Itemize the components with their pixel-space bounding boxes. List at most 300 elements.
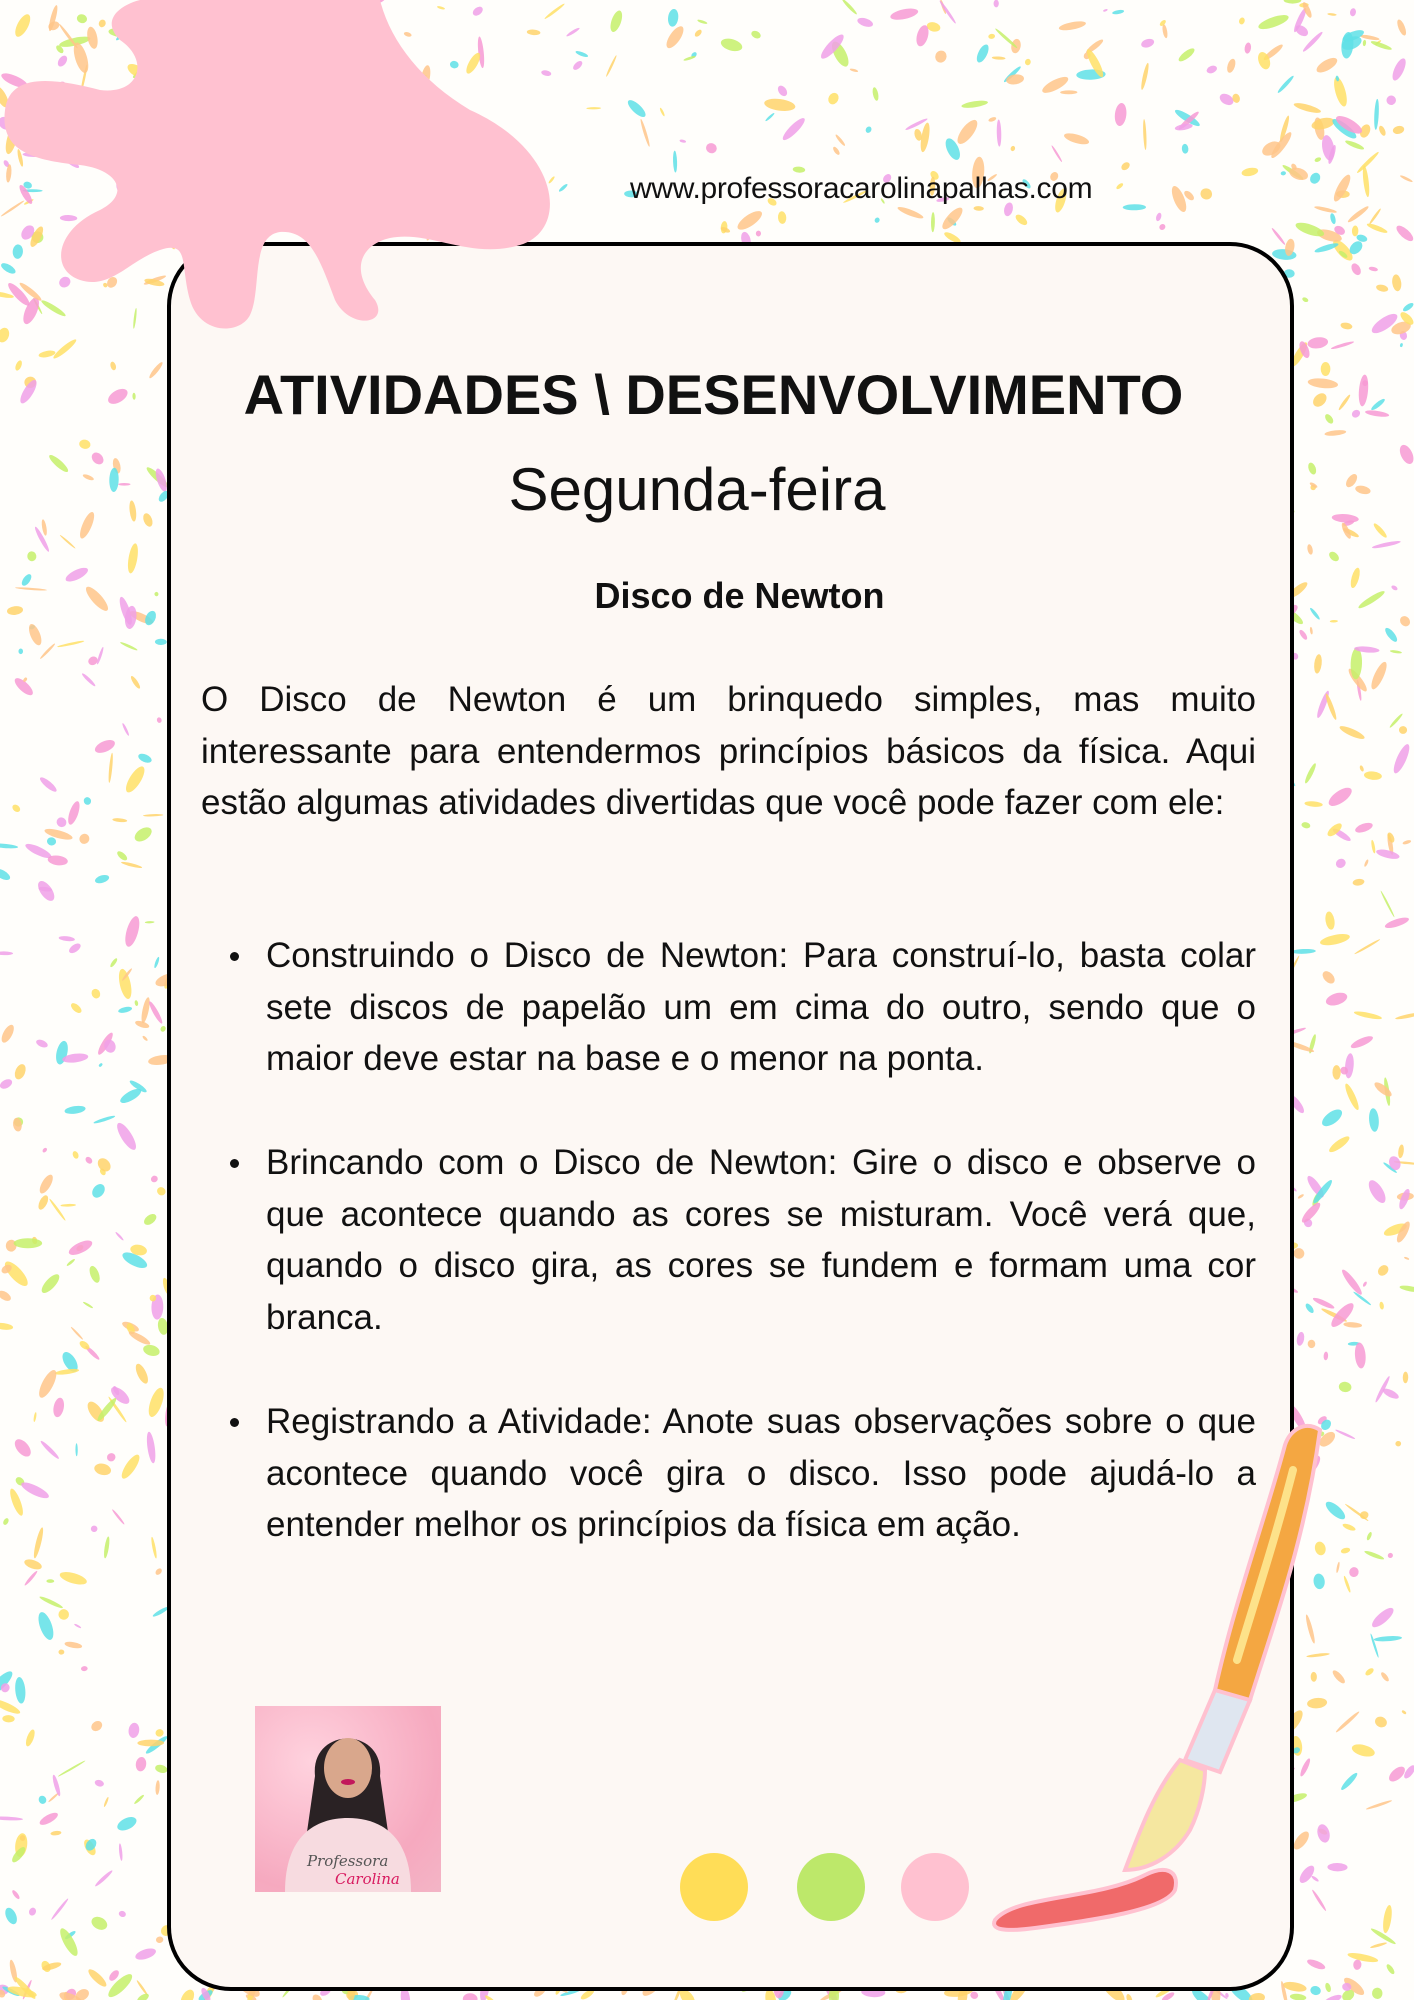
paint-splatter bbox=[988, 116, 997, 122]
paint-splatter bbox=[1120, 161, 1131, 172]
paint-splatter bbox=[37, 1794, 47, 1805]
paint-splatter bbox=[1114, 102, 1128, 126]
paint-splatter bbox=[1364, 859, 1370, 867]
paint-splatter bbox=[1051, 145, 1063, 163]
bullet-icon bbox=[230, 1418, 239, 1427]
paint-splatter bbox=[75, 1443, 77, 1456]
paint-splatter bbox=[1336, 1562, 1341, 1574]
paint-splatter bbox=[132, 824, 154, 844]
paint-splatter bbox=[1402, 301, 1414, 312]
paint-splatter bbox=[1322, 1993, 1343, 2000]
paint-splatter bbox=[1401, 1710, 1407, 1715]
paint-splatter bbox=[136, 1980, 149, 1996]
paint-splatter bbox=[939, 0, 957, 24]
paint-splatter bbox=[1162, 24, 1169, 39]
paint-splatter bbox=[1372, 1987, 1383, 1999]
paint-splatter bbox=[1365, 1178, 1388, 1206]
paint-splatter bbox=[896, 205, 924, 220]
paint-splatter bbox=[1312, 1296, 1335, 1310]
yellow-dot bbox=[680, 1853, 748, 1921]
paint-splatter bbox=[1125, 1993, 1133, 2000]
paint-splatter bbox=[70, 1326, 84, 1340]
teacher-photo bbox=[255, 1706, 441, 1892]
list-item bbox=[266, 930, 1256, 1085]
paint-splatter bbox=[865, 125, 873, 133]
paint-splatter bbox=[1304, 1302, 1315, 1314]
paint-splatter bbox=[1304, 801, 1323, 808]
paint-splatter bbox=[1058, 20, 1086, 33]
paint-splatter bbox=[133, 1794, 144, 1805]
paint-splatter bbox=[1390, 650, 1402, 654]
paint-splatter bbox=[1155, 212, 1162, 222]
paint-splatter bbox=[1334, 857, 1347, 870]
paint-splatter bbox=[140, 997, 152, 1024]
paint-splatter bbox=[1340, 1547, 1351, 1555]
paint-splatter bbox=[1327, 13, 1337, 16]
paint-splatter bbox=[1395, 1011, 1414, 1020]
paint-splatter bbox=[32, 1527, 45, 1559]
paint-splatter bbox=[55, 815, 69, 829]
paint-splatter bbox=[1362, 40, 1366, 47]
paint-splatter bbox=[103, 1536, 111, 1558]
paint-splatter bbox=[133, 1362, 150, 1385]
paint-splatter bbox=[1324, 911, 1336, 930]
paint-splatter bbox=[24, 1570, 39, 1587]
paint-splatter bbox=[625, 97, 648, 119]
paint-splatter bbox=[1060, 90, 1077, 94]
paint-splatter bbox=[69, 1001, 83, 1014]
paint-splatter bbox=[66, 1258, 76, 1267]
paint-splatter bbox=[41, 519, 48, 536]
paint-splatter bbox=[1335, 1429, 1356, 1440]
paint-splatter bbox=[142, 1212, 158, 1227]
paint-splatter bbox=[1276, 75, 1294, 95]
paint-splatter bbox=[134, 1946, 157, 1962]
paint-splatter bbox=[89, 1719, 104, 1733]
paint-splatter bbox=[26, 622, 44, 647]
paint-splatter bbox=[84, 1156, 93, 1166]
paint-splatter bbox=[39, 1439, 60, 1460]
paint-splatter bbox=[1354, 821, 1374, 835]
paint-splatter bbox=[2, 1517, 10, 1526]
paint-splatter bbox=[1371, 840, 1377, 854]
paint-splatter bbox=[83, 584, 111, 614]
paint-splatter bbox=[1296, 1331, 1306, 1346]
paint-splatter bbox=[142, 1035, 149, 1041]
paint-splatter bbox=[88, 1265, 102, 1285]
paint-splatter bbox=[973, 206, 984, 211]
paint-splatter bbox=[1386, 1764, 1407, 1784]
paint-splatter bbox=[93, 1115, 116, 1125]
paint-splatter bbox=[67, 942, 82, 956]
paint-splatter bbox=[129, 675, 141, 690]
paint-splatter bbox=[575, 50, 589, 58]
paint-splatter bbox=[1376, 1263, 1391, 1278]
paint-splatter bbox=[39, 643, 56, 660]
paint-splatter bbox=[59, 534, 76, 549]
paint-splatter bbox=[46, 837, 56, 847]
paint-splatter bbox=[1400, 343, 1404, 348]
paint-splatter bbox=[780, 116, 807, 143]
paint-splatter bbox=[147, 1000, 164, 1025]
paint-splatter bbox=[19, 1480, 50, 1502]
paint-splatter bbox=[37, 1173, 55, 1196]
paint-splatter bbox=[1327, 550, 1340, 563]
paint-splatter bbox=[1348, 1566, 1360, 1578]
paint-splatter bbox=[889, 6, 919, 21]
paint-splatter bbox=[1354, 1342, 1367, 1369]
paint-splatter bbox=[663, 24, 686, 51]
paint-splatter bbox=[931, 212, 935, 232]
paint-splatter bbox=[33, 526, 50, 553]
paint-splatter bbox=[47, 453, 70, 474]
paint-splatter bbox=[112, 818, 127, 823]
paint-splatter bbox=[1349, 8, 1356, 17]
paint-splatter bbox=[1353, 1959, 1362, 1970]
page-title: ATIVIDADES \ DESENVOLVIMENTO bbox=[243, 363, 1184, 426]
paint-splatter bbox=[874, 217, 881, 224]
paint-splatter bbox=[3, 1906, 19, 1926]
paint-splatter bbox=[1349, 567, 1362, 589]
list-item-text: Registrando a Atividade: Anote suas observações sobre o que acontece quando você gira o disco. Isso pode ajudá-lo a entender melhor os princípios da física em ação. bbox=[266, 1402, 1256, 1545]
paint-splatter bbox=[1400, 174, 1414, 183]
paint-splatter bbox=[105, 1451, 117, 1463]
paint-splatter bbox=[94, 1779, 105, 1788]
paint-splatter bbox=[988, 33, 995, 39]
paint-splatter bbox=[1112, 9, 1125, 15]
paint-splatter bbox=[1350, 262, 1363, 277]
paint-splatter bbox=[683, 55, 696, 62]
paint-splatter bbox=[11, 1889, 21, 1900]
paint-splatter bbox=[1335, 1710, 1361, 1733]
paint-splatter bbox=[128, 1722, 141, 1739]
paint-splatter bbox=[1370, 1941, 1388, 1948]
paint-splatter bbox=[57, 1608, 70, 1621]
paint-splatter bbox=[77, 510, 97, 540]
paint-splatter bbox=[856, 16, 874, 28]
paint-splatter bbox=[1374, 99, 1380, 130]
paint-splatter bbox=[119, 1452, 143, 1481]
paint-splatter bbox=[572, 59, 584, 71]
paint-splatter bbox=[90, 1182, 108, 1201]
paint-splatter bbox=[159, 1025, 166, 1033]
paint-splatter bbox=[0, 1289, 13, 1303]
paint-splatter bbox=[118, 1006, 133, 1014]
paint-splatter bbox=[1307, 462, 1318, 476]
paint-splatter bbox=[974, 43, 991, 65]
paint-splatter bbox=[1374, 1635, 1403, 1642]
paint-splatter bbox=[126, 543, 140, 574]
paint-splatter bbox=[1382, 1904, 1394, 1933]
paint-splatter bbox=[1351, 1742, 1377, 1759]
paint-splatter bbox=[14, 1677, 26, 1704]
paint-splatter bbox=[154, 1567, 163, 1576]
paint-splatter bbox=[8, 1487, 26, 1517]
paint-splatter bbox=[35, 1610, 56, 1641]
paint-splatter bbox=[82, 796, 92, 806]
paint-splatter bbox=[0, 951, 13, 955]
paint-splatter bbox=[996, 119, 1001, 146]
paint-splatter bbox=[832, 146, 841, 156]
paint-splatter bbox=[72, 1150, 80, 1159]
paint-splatter bbox=[1158, 223, 1167, 231]
paint-splatter bbox=[1309, 1985, 1321, 1996]
paint-splatter bbox=[1389, 713, 1404, 729]
paint-splatter bbox=[93, 1462, 112, 1477]
paint-splatter bbox=[89, 450, 105, 467]
paint-splatter bbox=[137, 752, 153, 765]
paint-splatter bbox=[155, 639, 167, 645]
paint-splatter bbox=[94, 873, 110, 884]
paint-splatter bbox=[1385, 1963, 1396, 1975]
paint-splatter bbox=[111, 1509, 125, 1526]
paint-splatter bbox=[1404, 1256, 1410, 1260]
paint-splatter bbox=[1241, 166, 1259, 177]
paint-splatter bbox=[1397, 443, 1414, 466]
paint-splatter bbox=[463, 1993, 478, 2000]
paint-splatter bbox=[136, 1992, 151, 2000]
paint-splatter bbox=[27, 551, 38, 562]
paint-splatter bbox=[35, 1038, 49, 1049]
paint-splatter bbox=[1372, 1080, 1393, 1099]
paint-splatter bbox=[841, 0, 858, 15]
paint-splatter bbox=[1370, 1633, 1380, 1658]
paint-splatter bbox=[1319, 1106, 1345, 1129]
paint-splatter bbox=[1380, 890, 1395, 917]
paint-splatter bbox=[50, 1830, 61, 1836]
paint-splatter bbox=[1347, 1951, 1379, 1964]
paint-splatter bbox=[0, 1668, 15, 1698]
paint-splatter bbox=[1368, 266, 1378, 272]
paint-splatter bbox=[1402, 839, 1411, 845]
paint-splatter bbox=[145, 1431, 157, 1464]
paint-splatter bbox=[933, 49, 948, 64]
paint-splatter bbox=[1320, 969, 1337, 986]
paint-splatter bbox=[1308, 1340, 1316, 1349]
paint-splatter bbox=[1385, 94, 1397, 106]
paint-splatter bbox=[1380, 1671, 1390, 1683]
bullet-icon bbox=[230, 952, 239, 961]
paint-splatter bbox=[146, 1386, 167, 1419]
paint-splatter bbox=[1306, 1957, 1327, 1971]
paint-splatter bbox=[1343, 1082, 1361, 1111]
paint-splatter bbox=[122, 915, 142, 949]
paint-splatter bbox=[153, 956, 160, 968]
shirt-text-2: Carolina bbox=[335, 1870, 400, 1888]
paint-splatter bbox=[1303, 762, 1317, 784]
paint-splatter bbox=[109, 957, 118, 968]
paint-splatter bbox=[1394, 223, 1414, 244]
paint-splatter bbox=[15, 587, 47, 591]
list-item-text: Brincando com o Disco de Newton: Gire o disco e observe o que acontece quando as cores se misturam. Você verá que, quando o disco gira, as cores se fundem e formam uma cor branca. bbox=[266, 1143, 1256, 1337]
paint-splatter bbox=[1368, 660, 1389, 691]
paint-splatter bbox=[1284, 0, 1302, 4]
paint-splatter bbox=[1329, 213, 1336, 225]
paint-splatter bbox=[150, 1174, 159, 1183]
paint-splatter bbox=[1, 1258, 31, 1289]
paint-splatter bbox=[105, 1971, 135, 2000]
paint-splatter bbox=[1372, 540, 1402, 550]
paint-splatter bbox=[835, 134, 847, 147]
paint-splatter bbox=[38, 349, 56, 358]
paint-splatter bbox=[109, 468, 119, 493]
paint-splatter bbox=[178, 1987, 197, 2000]
paint-splatter bbox=[1364, 1667, 1375, 1677]
paint-splatter bbox=[1314, 156, 1322, 162]
paint-splatter bbox=[1373, 1715, 1388, 1729]
paint-splatter bbox=[1282, 1980, 1307, 1993]
paint-splatter bbox=[1357, 589, 1386, 611]
paint-splatter bbox=[156, 717, 162, 724]
paint-splatter bbox=[1280, 171, 1286, 176]
paint-splatter bbox=[939, 205, 965, 232]
paint-splatter bbox=[1384, 916, 1410, 931]
paint-splatter bbox=[1383, 626, 1399, 644]
paint-splatter bbox=[77, 832, 91, 846]
paint-splatter bbox=[51, 1774, 61, 1797]
paint-splatter bbox=[115, 1814, 138, 1833]
paint-splatter bbox=[24, 1729, 36, 1748]
paint-splatter bbox=[64, 1105, 86, 1115]
paint-splatter bbox=[78, 439, 91, 450]
paint-splatter bbox=[667, 8, 679, 27]
paint-splatter bbox=[134, 1000, 138, 1006]
paint-splatter bbox=[0, 1816, 23, 1821]
paint-splatter bbox=[135, 1756, 147, 1772]
paint-splatter bbox=[1324, 1982, 1332, 1993]
paint-splatter bbox=[54, 1368, 79, 1376]
paint-splatter bbox=[1308, 171, 1322, 186]
paint-splatter bbox=[1399, 1284, 1414, 1293]
paint-splatter bbox=[1297, 1193, 1304, 1199]
paint-splatter bbox=[116, 850, 129, 862]
paint-splatter bbox=[52, 1397, 66, 1418]
paint-splatter bbox=[141, 512, 154, 528]
paint-splatter bbox=[1327, 1134, 1351, 1155]
paint-splatter bbox=[150, 1537, 157, 1559]
paint-splatter bbox=[1339, 1771, 1359, 1791]
paint-splatter bbox=[1375, 848, 1400, 861]
paint-splatter bbox=[1340, 322, 1353, 331]
paint-splatter bbox=[1298, 629, 1309, 641]
paint-splatter bbox=[1288, 165, 1310, 182]
paint-splatter bbox=[67, 1238, 94, 1258]
paint-splatter bbox=[1244, 42, 1252, 54]
paint-splatter bbox=[750, 29, 762, 40]
paint-splatter bbox=[50, 1898, 69, 1921]
paint-splatter bbox=[756, 231, 761, 237]
paint-splatter bbox=[605, 55, 617, 77]
paint-splatter bbox=[704, 141, 718, 155]
paint-splatter bbox=[58, 1570, 88, 1587]
paint-splatter bbox=[1324, 429, 1346, 436]
paint-splatter bbox=[57, 1760, 85, 1778]
paint-splatter bbox=[679, 139, 686, 143]
paint-splatter bbox=[82, 473, 94, 481]
paint-splatter bbox=[1368, 1108, 1379, 1132]
paint-splatter bbox=[39, 1272, 62, 1296]
paint-splatter bbox=[659, 107, 665, 117]
paint-splatter bbox=[1366, 1531, 1373, 1541]
paint-splatter bbox=[142, 1343, 161, 1358]
paint-splatter bbox=[1307, 336, 1329, 350]
paint-splatter bbox=[1360, 34, 1380, 41]
paint-splatter bbox=[994, 27, 1018, 49]
paint-splatter bbox=[46, 1579, 54, 1583]
paint-splatter bbox=[1115, 182, 1124, 190]
paint-splatter bbox=[1199, 187, 1214, 202]
paint-splatter bbox=[1343, 1575, 1352, 1593]
intro-paragraph: O Disco de Newton é um brinquedo simples, mas muito interessante para entendermos princípios básicos da física. Aqui estão algumas atividades divertidas que você pode fazer com ele: bbox=[201, 680, 1256, 823]
paint-splatter bbox=[1338, 1381, 1352, 1393]
paint-splatter bbox=[849, 68, 858, 73]
paint-splatter bbox=[608, 9, 624, 33]
paint-splatter bbox=[1349, 1034, 1374, 1051]
activity-list bbox=[201, 930, 1256, 1085]
paint-splatter bbox=[81, 672, 97, 687]
paint-splatter bbox=[156, 1936, 164, 1943]
paint-splatter bbox=[6, 605, 23, 616]
paint-splatter bbox=[1169, 184, 1189, 214]
paint-splatter bbox=[155, 1185, 167, 1197]
paint-splatter bbox=[1398, 614, 1412, 628]
paint-splatter bbox=[1364, 1550, 1385, 1561]
paint-splatter bbox=[103, 1797, 109, 1808]
paint-splatter bbox=[108, 753, 114, 783]
paint-splatter bbox=[1379, 1301, 1384, 1309]
paint-splatter bbox=[1331, 76, 1349, 108]
paint-splatter bbox=[23, 1557, 43, 1571]
paint-splatter bbox=[1397, 1144, 1404, 1158]
paint-splatter bbox=[1344, 139, 1365, 151]
paint-splatter bbox=[155, 1728, 165, 1737]
paint-splatter bbox=[64, 1641, 82, 1650]
paint-splatter bbox=[1366, 222, 1388, 235]
paint-splatter bbox=[155, 1780, 160, 1795]
website-url[interactable]: www.professoracarolinapalhas.com bbox=[630, 172, 1093, 205]
paint-splatter bbox=[1362, 1281, 1367, 1287]
paint-splatter bbox=[1378, 125, 1387, 137]
paint-splatter bbox=[1390, 57, 1408, 83]
paint-splatter bbox=[1014, 213, 1029, 227]
paint-splatter bbox=[1290, 1993, 1307, 2000]
paint-splatter bbox=[1238, 17, 1246, 25]
paint-splatter bbox=[96, 647, 104, 665]
paint-splatter bbox=[14, 1238, 43, 1248]
paint-splatter bbox=[1391, 584, 1399, 591]
paint-splatter bbox=[1395, 18, 1407, 36]
paint-splatter bbox=[735, 208, 765, 233]
shirt-text-1: Professora bbox=[307, 1852, 389, 1870]
paint-splatter bbox=[118, 1843, 123, 1861]
paint-splatter bbox=[1331, 173, 1353, 204]
paint-splatter bbox=[0, 866, 12, 882]
paint-splatter bbox=[1375, 284, 1389, 293]
paint-splatter bbox=[1391, 274, 1402, 292]
paint-splatter bbox=[719, 36, 743, 53]
paint-splatter bbox=[145, 921, 155, 924]
paint-splatter bbox=[1359, 765, 1365, 772]
paint-splatter bbox=[1323, 1351, 1328, 1360]
paint-splatter bbox=[1324, 990, 1348, 1008]
paint-splatter bbox=[954, 117, 981, 147]
paint-splatter bbox=[1291, 949, 1315, 955]
paint-splatter bbox=[1364, 771, 1383, 781]
list-item-text: Construindo o Disco de Newton: Para construí-lo, basta colar sete discos de papelão um em cima do outro, sendo que o maior deve estar na base e o menor na ponta. bbox=[266, 936, 1256, 1079]
paint-splatter bbox=[117, 968, 134, 1000]
paint-splatter bbox=[1314, 205, 1338, 214]
paint-splatter bbox=[872, 87, 880, 102]
